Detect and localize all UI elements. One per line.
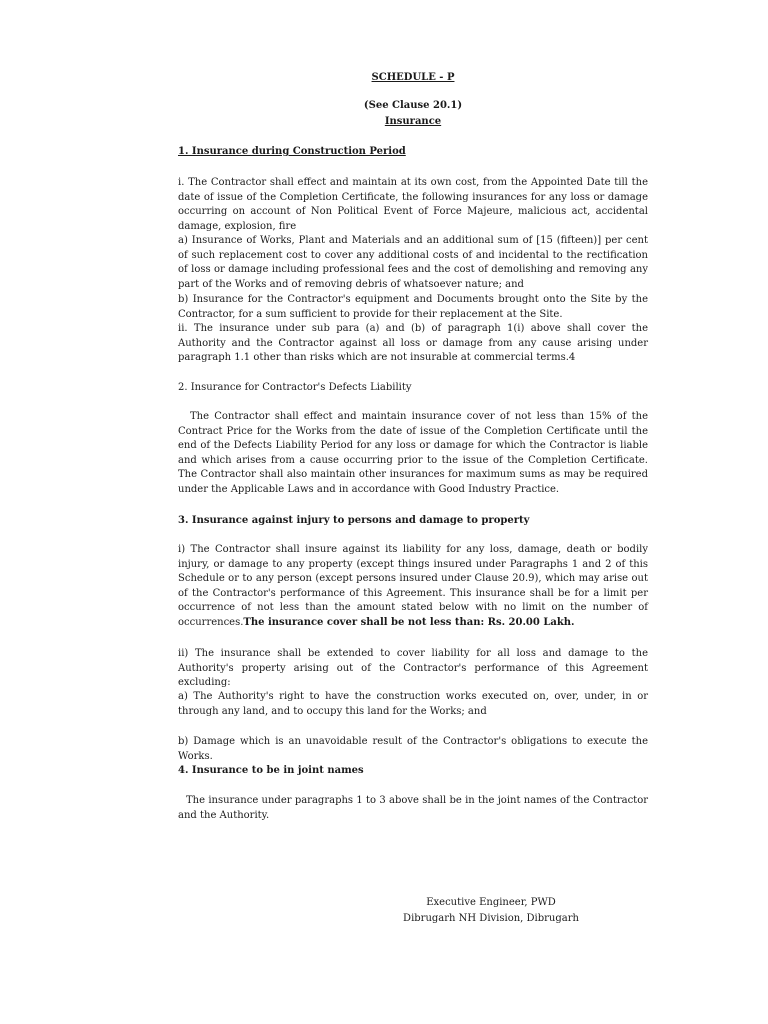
- section-3-para-i: [178, 543, 648, 630]
- section-1-para-b: b) Insurance for the Contractor's equipment and Documents brought onto the Site by the Contractor, for a sum sufficient to provide for their replacement at the Site.: [178, 294, 648, 320]
- section-1-para-a: a) Insurance of Works, Plant and Materials and an additional sum of [15 (fifteen)] per cent of such replacement cost to cover any additional costs of and incidental to the rectification of loss or damage including professional fees and the cost of demolishing and removing any part of the Works and of removing debris of whatsoever nature; and: [178, 235, 648, 290]
- subject-title: Insurance: [384, 116, 442, 127]
- section-1-heading: 1. Insurance during Construction Period: [178, 146, 406, 157]
- section-1-para-i: i. The Contractor shall effect and maintain at its own cost, from the Appointed Date till the date of issue of the Completion Certificate, the following insurances for any loss or damage occurring on account of Non Political Event of Force Majeure, malicious act, accidental damage, explosion, fire: [178, 177, 648, 232]
- insurance-cover-amount: The insurance cover shall be not less than: Rs. 20.00 Lakh.: [243, 616, 575, 628]
- schedule-title: SCHEDULE - P: [371, 72, 455, 83]
- signatory-division: Dibrugarh NH Division, Dibrugarh: [403, 913, 579, 924]
- section-3-para-ii: ii) The insurance shall be extended to cover liability for all loss and damage to the Authority's property arising out of the Contractor's performance of this Agreement excluding:: [178, 648, 648, 688]
- section-2-heading: 2. Insurance for Contractor's Defects Liability: [178, 382, 412, 393]
- clause-reference: (See Clause 20.1): [363, 100, 463, 111]
- signatory-title: Executive Engineer, PWD: [426, 897, 556, 908]
- section-4-body: The insurance under paragraphs 1 to 3 above shall be in the joint names of the Contractor and the Authority.: [178, 795, 648, 821]
- section-3-heading: 3. Insurance against injury to persons and damage to property: [178, 515, 530, 526]
- section-3-para-a: a) The Authority's right to have the construction works executed on, over, under, in or through any land, and to occupy this land for the Works; and: [178, 691, 648, 717]
- section-1-para-ii: ii. The insurance under sub para (a) and (b) of paragraph 1(i) above shall cover the Authority and the Contractor against all loss or damage from any cause arising under paragraph 1.1 other than risks which are not insurable at commercial terms.4: [178, 323, 648, 363]
- section-4-heading: 4. Insurance to be in joint names: [178, 765, 364, 776]
- section-3-para-i-text: i) The Contractor shall insure against its liability for any loss, damage, death or bodily injury, or damage to any property (except things insured under Paragraphs 1 and 2 of this Schedule or to any person (except persons insured under Clause 20.9), which may arise out of the Contractor's performance of this Agreement. This insurance shall be for a limit per occurrence of not less than the amount stated below with no limit on the number of occurrences.: [178, 544, 648, 628]
- section-2-body: The Contractor shall effect and maintain insurance cover of not less than 15% of the Contract Price for the Works from the date of issue of the Completion Certificate until the end of the Defects Liability Period for any loss or damage for which the Contractor is liable and which arises from a cause occurring prior to the issue of the Completion Certificate. The Contractor shall also maintain other insurances for maximum sums as may be required under the Applicable Laws and in accordance with Good Industry Practice.: [178, 411, 648, 495]
- section-3-para-b: b) Damage which is an unavoidable result of the Contractor's obligations to execute the Works.: [178, 736, 648, 762]
